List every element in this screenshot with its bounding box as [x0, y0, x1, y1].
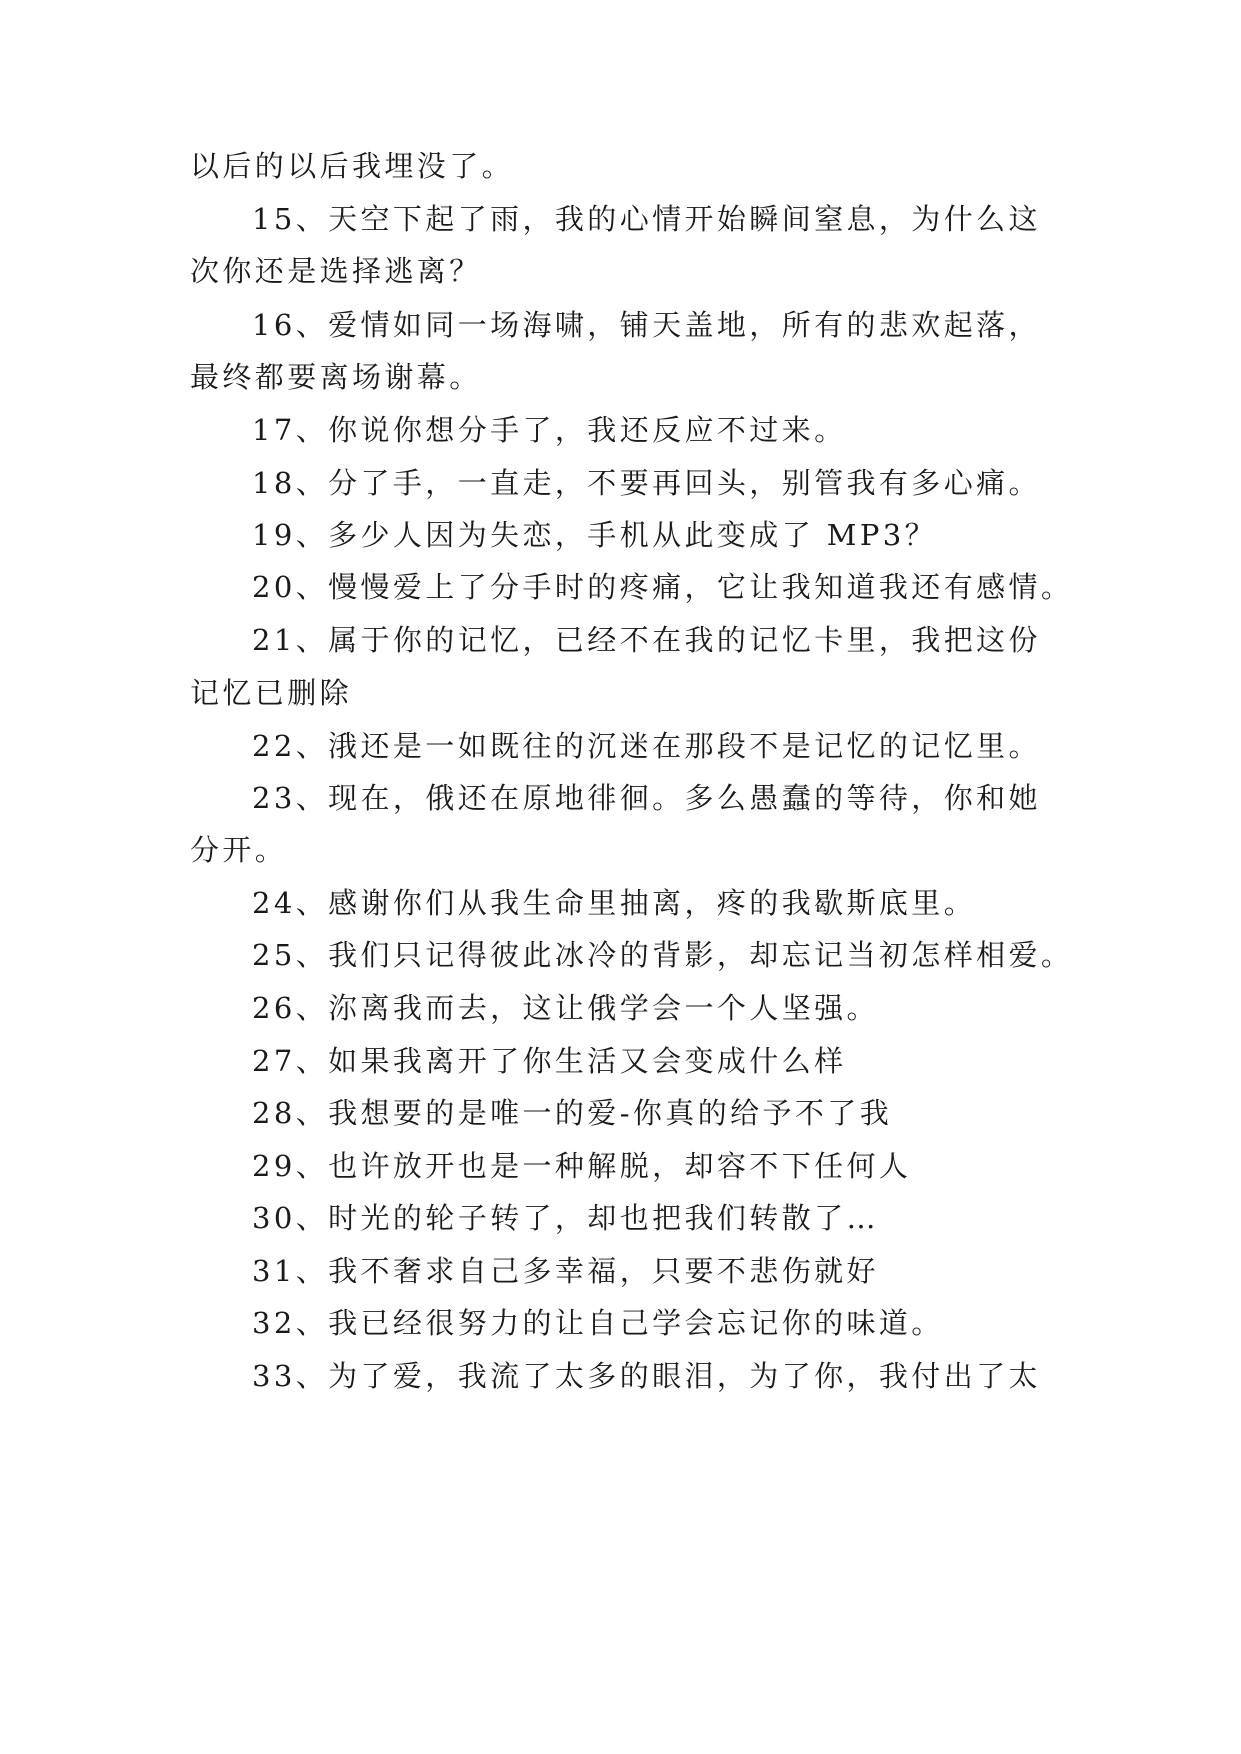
text-line: 33、为了爱，我流了太多的眼泪，为了你，我付出了太	[252, 1359, 1041, 1393]
text-line: 26、沵离我而去，这让俄学会一个人坚强。	[252, 991, 879, 1025]
text-line: 最终都要离场谢幕。	[190, 360, 482, 394]
text-line: 15、天空下起了雨，我的心情开始瞬间窒息，为什么这	[252, 202, 1041, 236]
text-line: 次你还是选择逃离？	[190, 254, 482, 288]
text-line: 19、多少人因为失恋，手机从此变成了 MP3？	[252, 518, 937, 552]
text-line: 16、爱情如同一场海啸，铺天盖地，所有的悲欢起落，	[252, 308, 1041, 342]
text-line: 21、属于你的记忆，已经不在我的记忆卡里，我把这份	[252, 623, 1041, 657]
text-line: 以后的以后我埋没了。	[190, 149, 515, 183]
text-line: 27、如果我离开了你生活又会变成什么样	[252, 1044, 847, 1078]
text-line: 28、我想要的是唯一的爱-你真的给予不了我	[252, 1096, 893, 1130]
text-line: 20、慢慢爱上了分手时的疼痛，它让我知道我还有感情。	[252, 570, 1074, 604]
text-line: 32、我已经很努力的让自己学会忘记你的味道。	[252, 1306, 944, 1340]
text-line: 分开。	[190, 833, 288, 867]
text-line: 23、现在，俄还在原地徘徊。多么愚蠢的等待，你和她	[252, 781, 1041, 815]
text-line: 17、你说你想分手了，我还反应不过来。	[252, 413, 847, 447]
text-line: 22、涐还是一如既往的沉迷在那段不是记忆的记忆里。	[252, 729, 1041, 763]
text-line: 记忆已删除	[190, 676, 353, 710]
text-line: 29、也许放开也是一种解脱，却容不下任何人	[252, 1149, 912, 1183]
text-line: 31、我不奢求自己多幸福，只要不悲伤就好	[252, 1254, 879, 1288]
text-line: 24、感谢你们从我生命里抽离，疼的我歇斯底里。	[252, 886, 977, 920]
text-line: 30、时光的轮子转了，却也把我们转散了…	[252, 1201, 879, 1235]
text-line: 25、我们只记得彼此冰冷的背影，却忘记当初怎样相爱。	[252, 938, 1074, 972]
text-line: 18、分了手，一直走，不要再回头，别管我有多心痛。	[252, 466, 1041, 500]
